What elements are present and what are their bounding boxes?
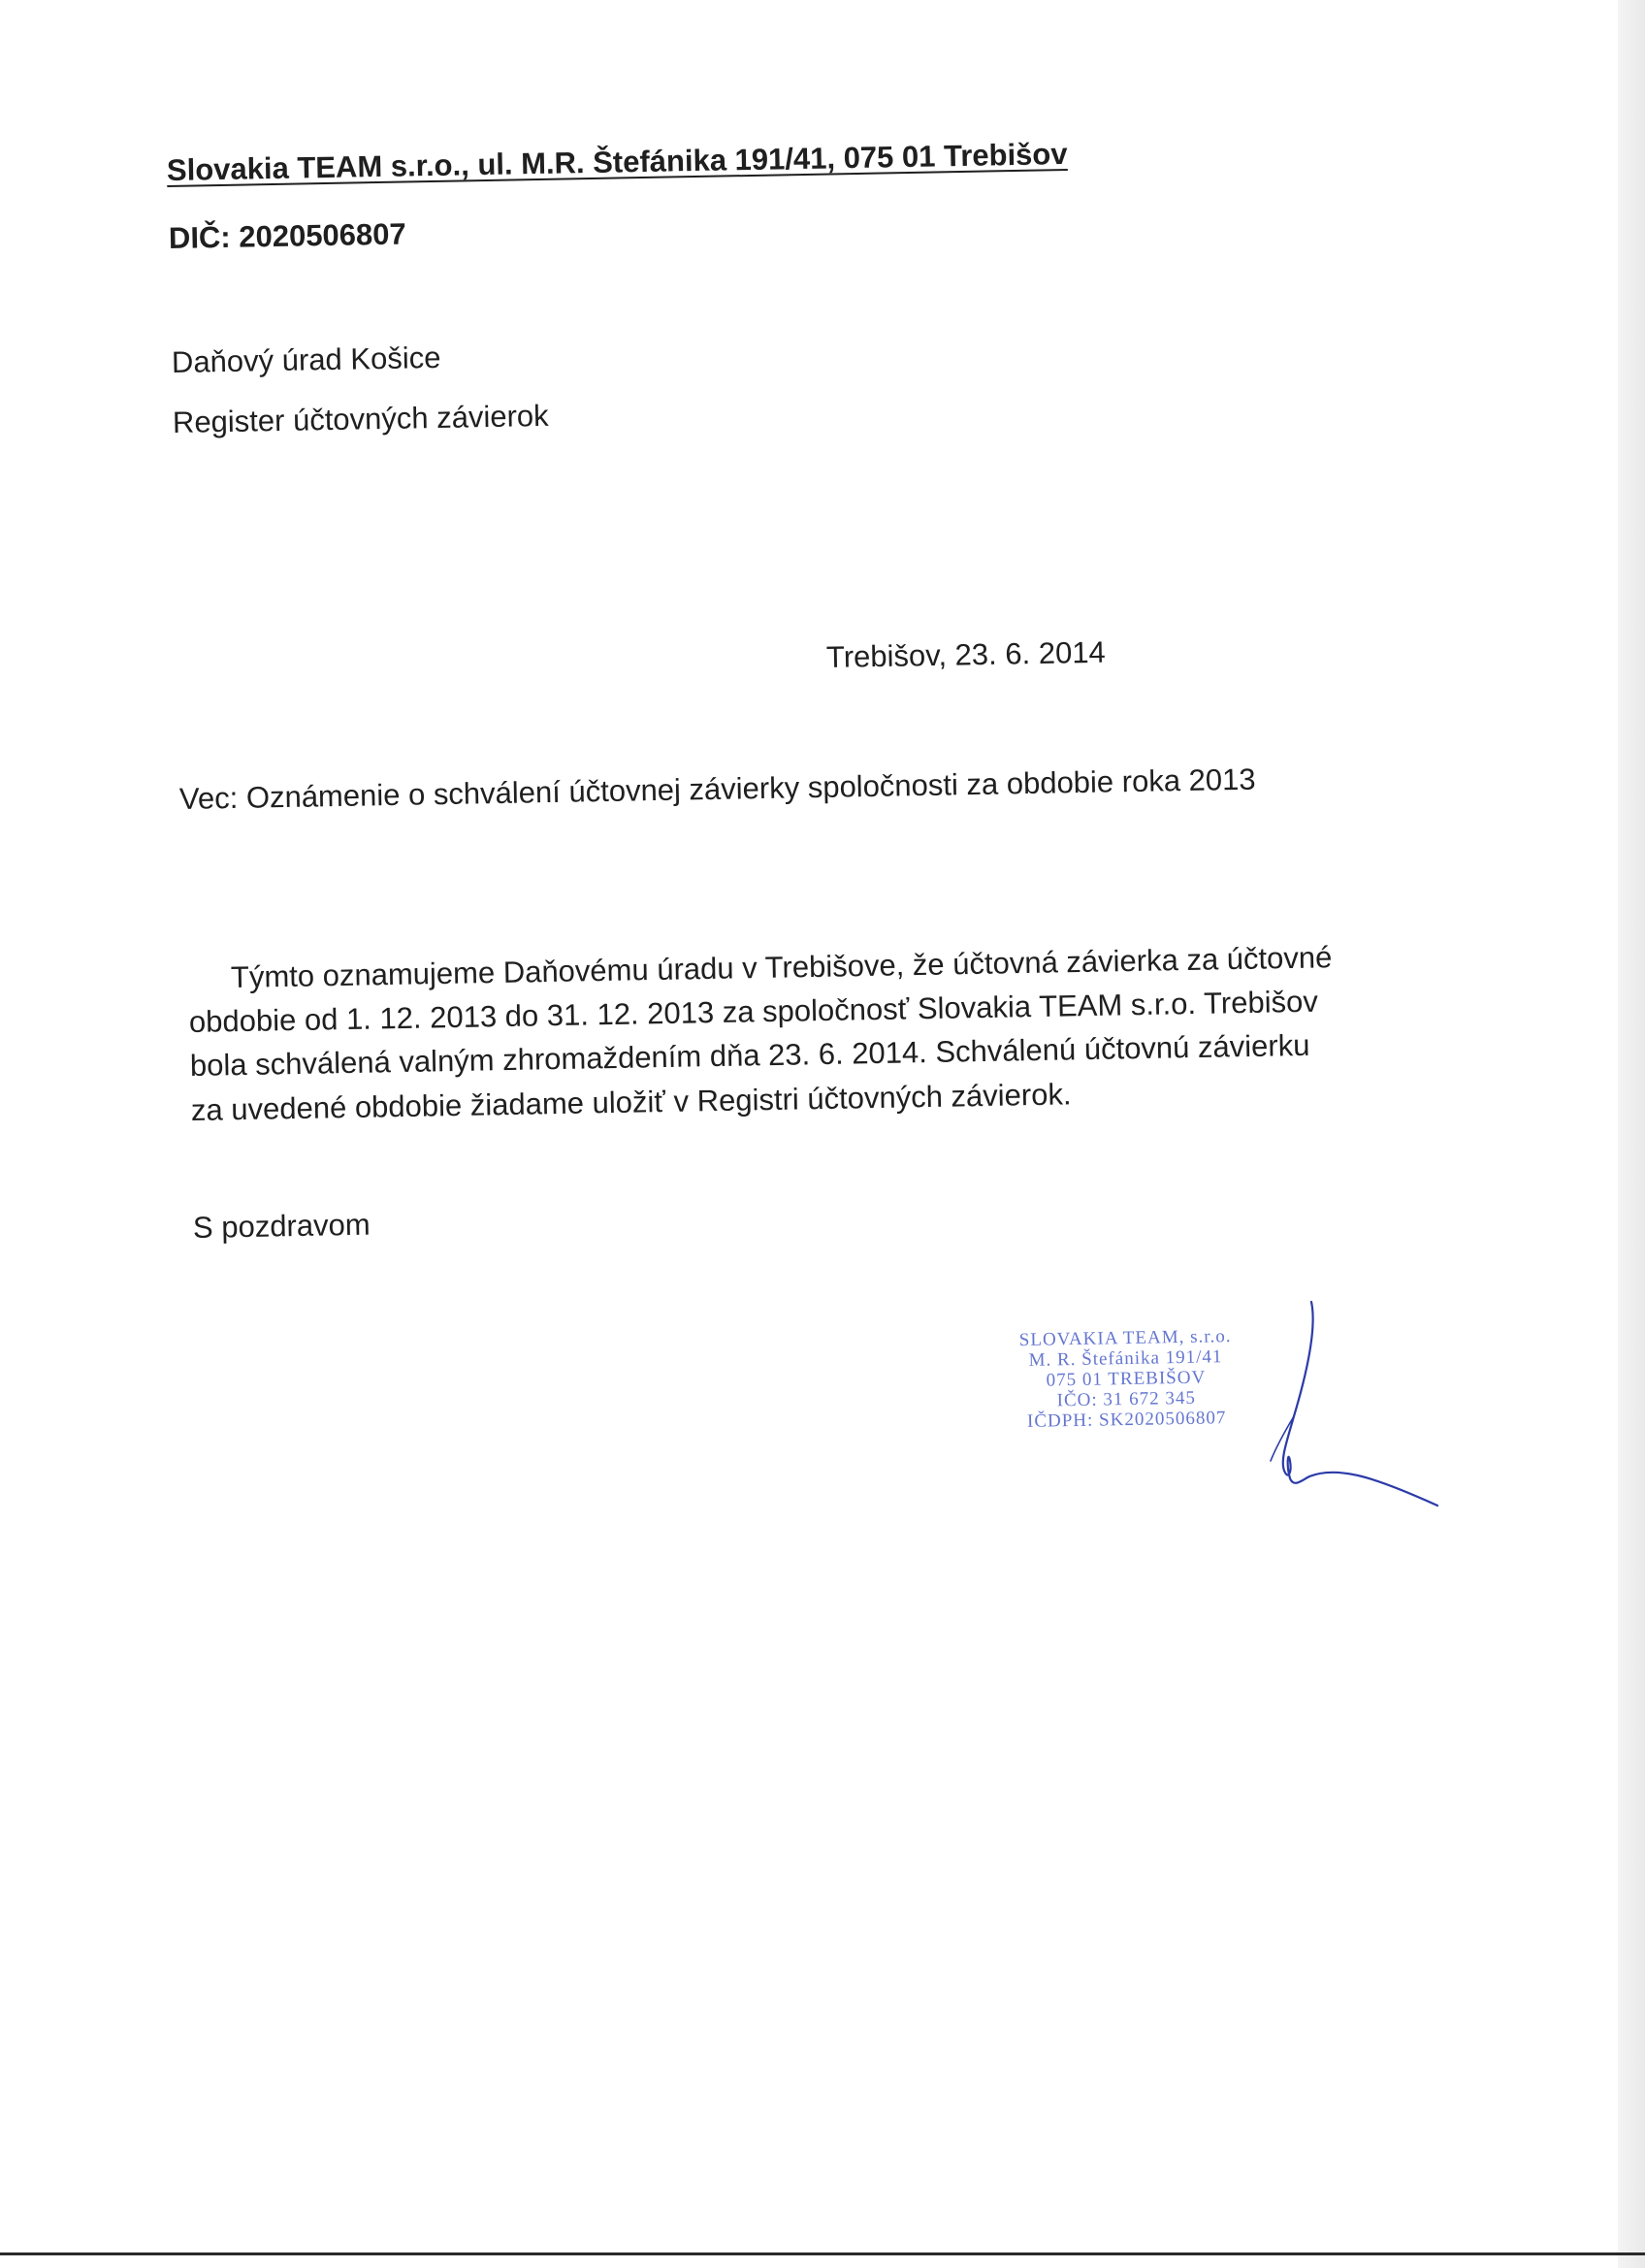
stamp-line: M. R. Štefánika 191/41 [1028, 1346, 1223, 1371]
stamp-line: IČO: 31 672 345 [1056, 1387, 1197, 1411]
closing-greeting: S pozdravom [192, 1207, 371, 1245]
recipient-office: Daňový úrad Košice [171, 340, 441, 379]
scan-edge [1618, 0, 1645, 2268]
scan-border-line [0, 2252, 1645, 2255]
tax-id-line: DIČ: 2020506807 [168, 216, 407, 255]
subject-line: Vec: Oznámenie o schválení účtovnej závierky spoločnosti za obdobie roka 2013 [178, 761, 1256, 816]
body-paragraph-line: Týmto oznamujeme Daňovému úradu v Trebišove, že účtovná závierka za účtovné [230, 940, 1333, 994]
recipient-register: Register účtovných závierok [172, 398, 549, 439]
place-and-date: Trebišov, 23. 6. 2014 [825, 634, 1107, 674]
body-paragraph-line: obdobie od 1. 12. 2013 do 31. 12. 2013 za spoločnosť Slovakia TEAM s.r.o. Trebišov [188, 984, 1319, 1039]
handwritten-signature [1261, 1290, 1455, 1523]
company-stamp [970, 1325, 1282, 1438]
body-paragraph-line: bola schválená valným zhromaždením dňa 23. 6. 2014. Schválenú účtovnú závierku [189, 1027, 1310, 1083]
stamp-line: SLOVAKIA TEAM, s.r.o. [1018, 1326, 1232, 1351]
stamp-line: IČDPH: SK2020506807 [1026, 1408, 1227, 1432]
company-address-line: Slovakia TEAM s.r.o., ul. M.R. Štefánika 191/41, 075 01 Trebišov [166, 136, 1068, 187]
body-paragraph-line: za uvedené obdobie žiadame uložiť v Registri účtovných závierok. [190, 1077, 1072, 1127]
stamp-line: 075 01 TREBIŠOV [1046, 1367, 1207, 1391]
